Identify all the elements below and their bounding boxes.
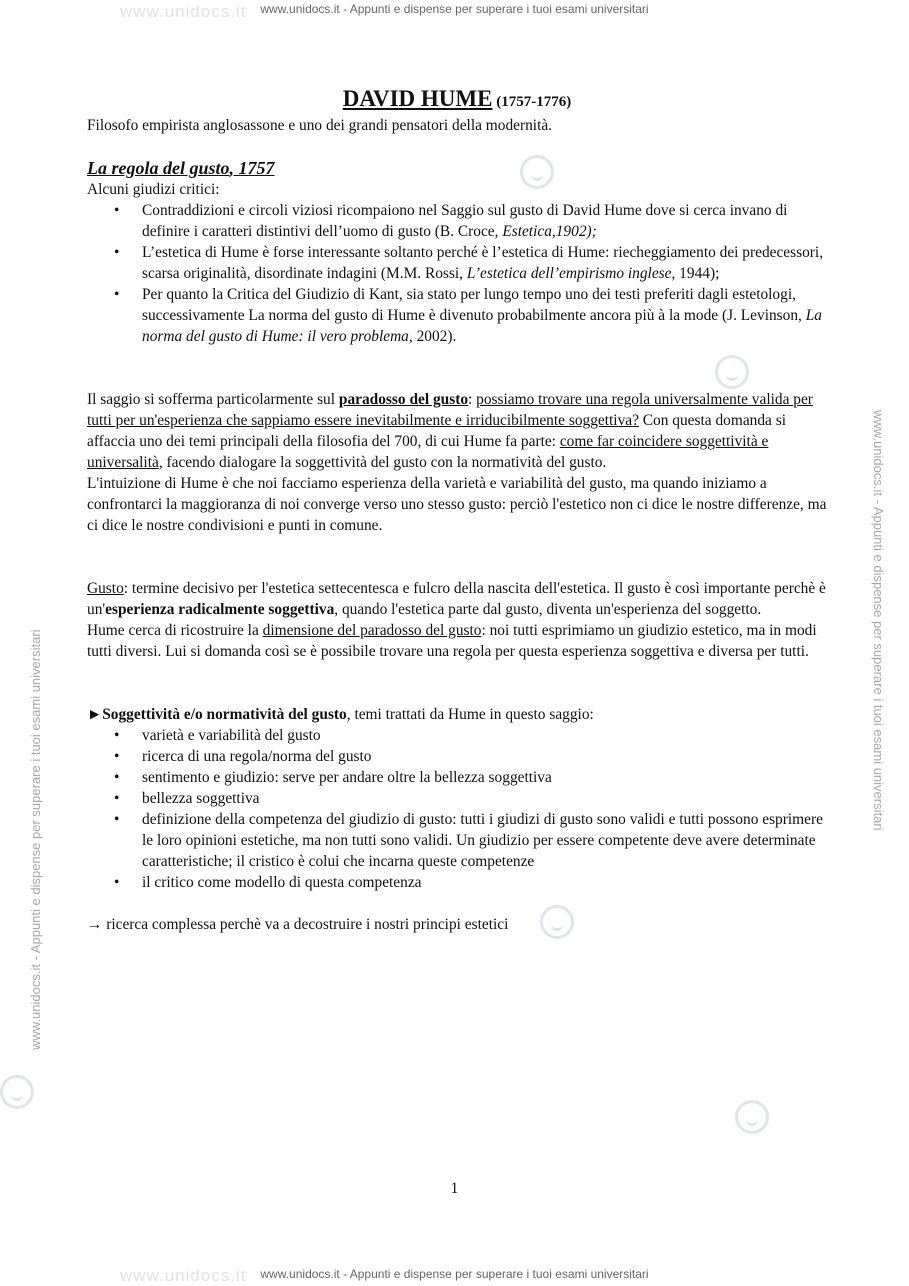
document-title xyxy=(87,88,827,113)
document-page xyxy=(87,88,827,935)
list-item: • il critico come modello di questa competenza xyxy=(142,872,827,893)
paragraph-gusto: Gusto: termine decisivo per l'estetica settecentesca e fulcro della nascita dell'estetica. Il gusto è così importante perchè è un'esperienza radicalmente soggettiva, quando l'estetica parte dal gusto, diventa un'esperienza del soggetto. xyxy=(87,580,826,618)
list-item: • sentimento e giudizio: serve per andare oltre la bellezza soggettiva xyxy=(142,767,827,788)
watermark-side-left: www.unidocs.it - Appunti e dispense per superare i tuoi esami universitari xyxy=(28,629,43,1050)
unidocs-logo-icon xyxy=(0,1075,34,1109)
title-years: (1757-1776) xyxy=(496,94,572,110)
intro-text: Filosofo empirista anglosassone e uno dei grandi pensatori della modernità. xyxy=(87,117,553,134)
section-heading-regola: La regola del gusto, 1757 xyxy=(87,158,275,178)
paragraph-intuizione: L'intuizione di Hume è che noi facciamo esperienza della varietà e variabilità del gusto, ma quando iniziamo a confrontarci la maggioranza di noi converge verso uno stesso gusto: perciò l'estetico non ci dice le nostre differenze, ma ci dice le nostre condivisioni e punti in comune. xyxy=(87,475,827,534)
watermark-ghost: www.unidocs.it xyxy=(120,2,247,21)
arrow-icon: ► xyxy=(87,706,103,723)
list-item: • Contraddizioni e circoli viziosi ricompaiono nel Saggio sul gusto di David Hume dove si cerca invano di definire i caratteri distintivi dell’uomo di gusto (B. Croce, Estetica,1902); xyxy=(142,200,827,242)
paragraph-ricostruire: Hume cerca di ricostruire la dimensione del paradosso del gusto: noi tutti esprimiamo un giudizio estetico, ma in modi tutti diversi. Lui si domanda così se è possibile trovare una regola per questa esperienza soggettiva e diversa per tutti. xyxy=(87,622,817,660)
list-item: • varietà e variabilità del gusto xyxy=(142,725,827,746)
list-item: • Per quanto la Critica del Giudizio di Kant, sia stato per lungo tempo uno dei testi preferiti dagli estetologi, successivamente La norma del gusto di Hume è divenuto probabilmente ancora più à la mode (J. Levinson, La norma del gusto di Hume: il vero problema, 2002). xyxy=(142,284,827,347)
list-item: • ricerca di una regola/norma del gusto xyxy=(142,746,827,767)
title-name: DAVID HUME xyxy=(342,86,493,111)
section-heading-soggettivita: ►Soggettività e/o normatività del gusto, temi trattati da Hume in questo saggio: xyxy=(87,706,594,723)
watermark-side-right: www.unidocs.it - Appunti e dispense per superare i tuoi esami universitari xyxy=(871,410,886,831)
watermark-top: www.unidocs.it - Appunti e dispense per superare i tuoi esami universitari xyxy=(260,2,649,16)
watermark-ghost: www.unidocs.it xyxy=(120,1266,247,1285)
section-label: Alcuni giudizi critici: xyxy=(87,181,220,198)
themes-list xyxy=(87,725,827,893)
paragraph-paradosso: Il saggio si sofferma particolarmente sul paradosso del gusto: possiamo trovare una regola universalmente valida per tutti per un'esperienza che sappiamo essere inevitabilmente e irriducibilmente soggettiva? Con questa domanda si affaccia uno dei temi principali della filosofia del 700, di cui Hume fa parte: come far coincidere soggettività e universalità, facendo dialogare la soggettività del gusto con la normatività del gusto. xyxy=(87,391,813,471)
list-item: • bellezza soggettiva xyxy=(142,788,827,809)
conclusion-text: → ricerca complessa perchè va a decostruire i nostri principi estetici xyxy=(87,916,509,933)
list-item: • L’estetica di Hume è forse interessante soltanto perché è l’estetica di Hume: riecheggiamento dei predecessori, scarsa originalità, disordinate indagini (M.M. Rossi, L’estetica dell’empirismo inglese, 1944); xyxy=(142,242,827,284)
unidocs-logo-icon xyxy=(735,1100,769,1134)
list-item: • definizione della competenza del giudizio di gusto: tutti i giudizi di gusto sono validi e tutti possono esprimere le loro opinioni estetiche, ma non tutti sono validi. Un giudizio per essere competente deve avere determinate caratteristiche; il cristico è colui che incarna queste competenze xyxy=(142,809,827,872)
critical-judgments-list xyxy=(87,200,827,347)
page-number: 1 xyxy=(450,1180,459,1197)
watermark-bottom: www.unidocs.it - Appunti e dispense per superare i tuoi esami universitari xyxy=(260,1267,649,1281)
